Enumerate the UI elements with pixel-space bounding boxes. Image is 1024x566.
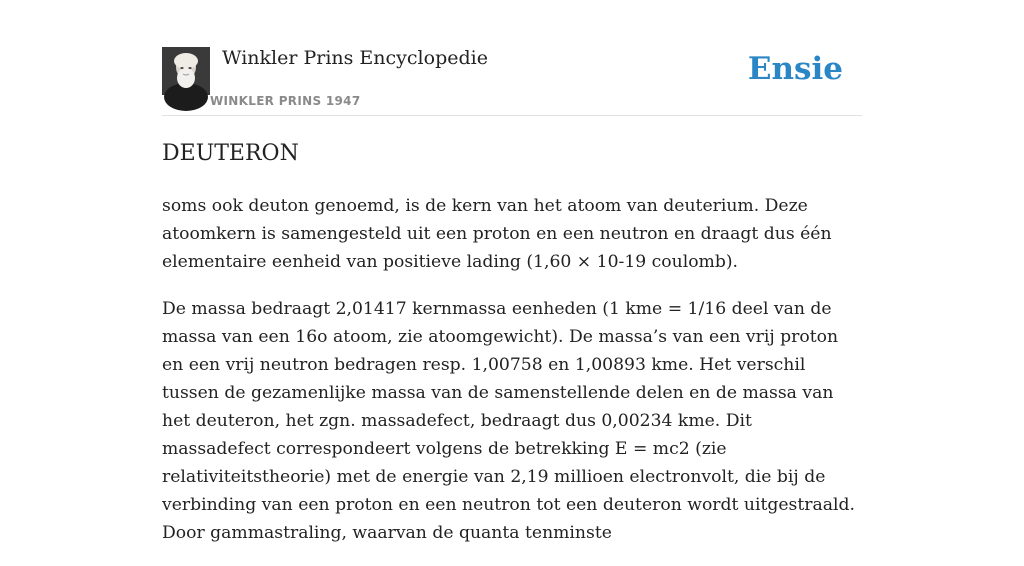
- article-body: [162, 192, 862, 566]
- article-title: DEUTERON: [162, 141, 299, 166]
- page-container: [162, 0, 862, 543]
- source-name[interactable]: Winkler Prins Encyclopedie: [222, 47, 488, 69]
- portrait-icon: [162, 47, 210, 95]
- author-avatar[interactable]: [162, 47, 210, 95]
- source-edition: WINKLER PRINS 1947: [210, 94, 361, 108]
- source-header: [162, 0, 862, 116]
- article-paragraph: De massa bedraagt 2,01417 kernmassa eenheden (1 kme = 1/16 deel van de massa van een 16o atoom, zie atoomgewicht). De massa’s van een vrij proton en een vrij neutron bedragen resp. 1,00758 en 1,00893 kme. Het verschil tussen de gezamenlijke massa van de samenstellende delen en de massa van het deuteron, het zgn. massadefect, bedraagt dus 0,00234 kme. Dit massadefect correspondeert volgens de betrekking E = mc2 (zie relativiteitstheorie) met de energie van 2,19 millioen electronvolt, die bij de verbinding van een proton en een neutron tot een deuteron wordt uitgestraald. Door gammastraling, waarvan de quanta tenminste: [162, 299, 855, 543]
- brand-logo[interactable]: Ensie: [747, 51, 843, 87]
- article-paragraph: soms ook deuton genoemd, is de kern van het atoom van deuterium. Deze atoomkern is samengesteld uit een proton en een neutron en draagt dus één elementaire eenheid van positieve lading (1,60 × 10-19 coulomb).: [162, 196, 832, 272]
